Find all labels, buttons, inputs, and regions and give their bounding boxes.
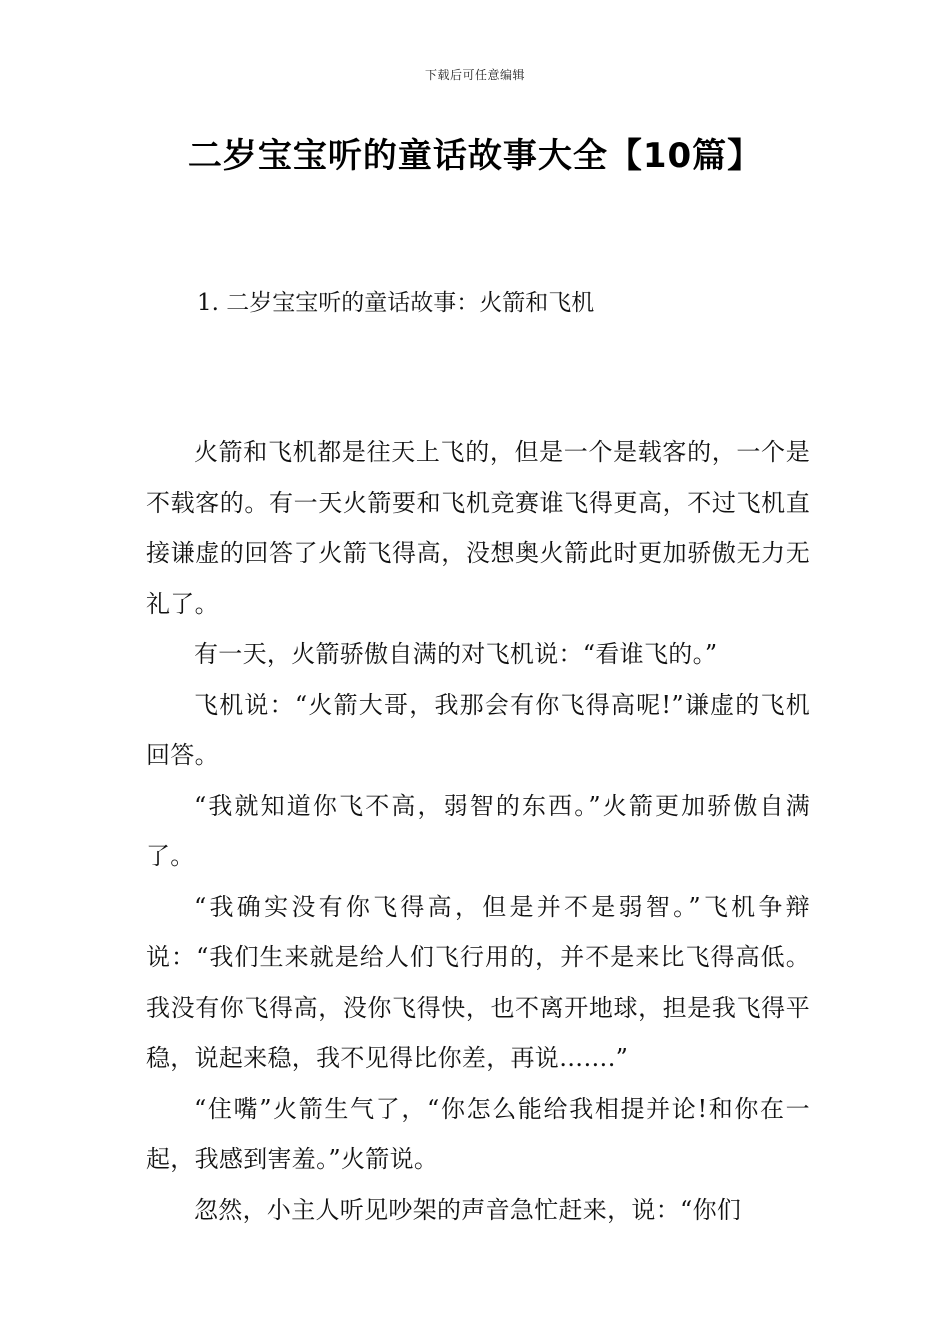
document-title: 二岁宝宝听的童话故事大全【10篇】 [187, 136, 763, 176]
section-heading: 1. 二岁宝宝听的童话故事：火箭和飞机 [197, 290, 595, 316]
story-body [146, 427, 810, 1235]
page-header-note: 下载后可任意编辑 [424, 68, 525, 82]
story-paragraph: “住嘴”火箭生气了，“你怎么能给我相提并论!和你在一起，我感到害羞。”火箭说。 [146, 1094, 810, 1173]
story-paragraph: 火箭和飞机都是往天上飞的，但是一个是载客的，一个是不载客的。有一天火箭要和飞机竞赛谁飞得更高，不过飞机直接谦虚的回答了火箭飞得高，没想奥火箭此时更加骄傲无力无礼了。 [146, 438, 810, 618]
story-paragraph: 忽然，小主人听见吵架的声音急忙赶来，说：“你们 [194, 1195, 742, 1224]
story-paragraph: “我就知道你飞不高，弱智的东西。”火箭更加骄傲自满了。 [146, 791, 810, 870]
story-paragraph: 飞机说：“火箭大哥，我那会有你飞得高呢!”谦虚的飞机回答。 [146, 690, 810, 769]
story-paragraph: “我确实没有你飞得高，但是并不是弱智。”飞机争辩说：“我们生来就是给人们飞行用的，并不是来比飞得高低。我没有你飞得高，没你飞得快，也不离开地球，担是我飞得平稳，说起来稳，我不见得比你差，再说…….” [146, 892, 810, 1072]
story-paragraph: 有一天，火箭骄傲自满的对飞机说：“看谁飞的。” [194, 640, 718, 668]
